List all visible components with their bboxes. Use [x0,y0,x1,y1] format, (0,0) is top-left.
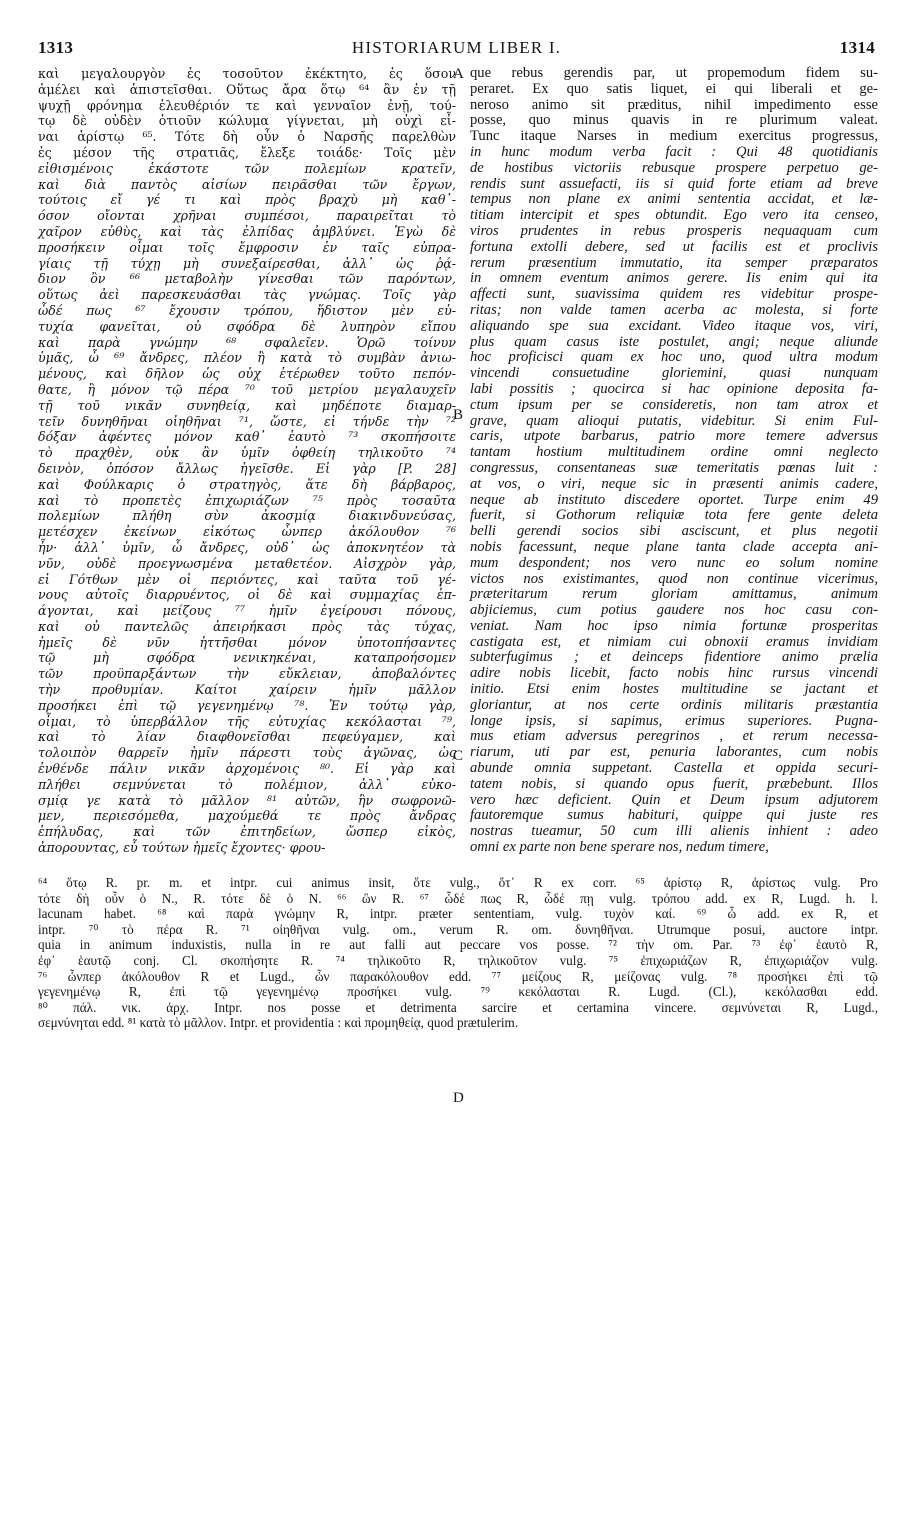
greek-text-line: καὶ διὰ παντὸς αἰσίων πειρᾶσθαι τῶν ἔργων, [38,176,456,192]
latin-text-line: affecti sunt, suavissima quidem res videbitur prospe- [470,286,878,303]
latin-text-line: viros prudentes in rebus prosperis nequaquam cum [470,222,878,239]
greek-text-line: ἦν· ἀλλ᾽ ὑμῖν, ὦ ἄνδρες, οὐδ᾽ ὡς ἀποκνητέον τὰ [38,539,456,555]
latin-text-line: in hunc modum verba facit : Qui 48 quotidianis [470,143,878,160]
greek-text-line: θατε, ἢ μόνον τῷ πέρα ⁷⁰ τοῦ μετρίου μεγαλαυχεῖν [38,381,456,397]
section-marker-c: C [453,748,464,764]
greek-text-line: καὶ Φούλκαρις ὁ στρατηγὸς, ἅτε δὴ βάρβαρος, [38,476,456,492]
footnote-line: τότε δὴ οὖν ὁ N., R. τότε δὲ ὁ N. ⁶⁶ ὢν R. ⁶⁷ ὧδέ πως R, ὧδέ πῃ vulg. τρόπου add. ex R, Lugd. h. l. [38,890,878,906]
latin-text-line: que rebus gerendis par, ut propemodum fidem su- [470,65,878,81]
greek-text-line: τυχία φανεῖται, οὐ σφόδρα δὲ λυπηρὸν εἴπου [38,318,456,334]
greek-text-line: ναι ἀρίστῳ ⁶⁵. Τότε δὴ οὖν ὁ Ναρσῆς παρελθὼν [38,129,456,145]
greek-text-line: ὧδέ πως ⁶⁷ ἔχουσιν τρόπου, ἥδιστον μὲν εὐ- [38,302,456,318]
greek-text-line: οἶμαι, τὸ ὑπερβάλλον τῆς εὐτυχίας κεκόλασται ⁷⁹, [38,713,456,729]
latin-text-line: subterfugimus ; et deinceps fidentiore animo prælia [470,649,878,666]
greek-text-line: τούτοις εἴ γέ τι καὶ πρὸς βραχὺ μὴ καθ᾽- [38,192,456,208]
latin-text-line: gloriantur, at nos certe ordinis militaris præstantia [470,696,878,713]
latin-text-line: tantam hostium multitudinem ordine omni neglecto [470,444,878,461]
latin-text-line: nostras tueamur, 50 cum illi alienis inhient : adeo [470,823,878,840]
greek-text-line: τῳ δὲ οὐδὲν ὁτιοῦν κώλυμα γίγνεται, μὴ οὐχὶ εἶ- [38,113,456,129]
greek-text-line: προσήκειν οἶμαι τοῖς ἔμφροσιν ἐν ταῖς εὐπρα- [38,239,456,255]
latin-text-line: riarum, uti par est, penuria laborantes, cum nobis [470,744,878,761]
section-marker-a: A [453,66,464,82]
running-header [38,38,875,60]
greek-text-line: τῇ τοῦ νικᾶν συνηθείᾳ, καὶ μηδέποτε διαμαρ- [38,397,456,413]
greek-text-line: καὶ τὸ προπετὲς ἐπιχωριάζων ⁷⁵ πρὸς τοσαῦτα [38,492,456,508]
running-title: HISTORIARUM LIBER I. [351,38,562,57]
greek-text-line: μεν, περιεσόμεθα, μαχούμεθά τε πρὸς ἄνδρας [38,808,456,824]
greek-lines [38,66,456,856]
greek-text-line: μετέσχεν ἐκείνων εἰκότως ὧνπερ ἀκόλουθον ⁷⁶ [38,524,456,540]
footnote-line: quia in animum induxistis, nulla in re aut falli aut peccare vos posse. ⁷² τὴν om. Par. ⁷³ ἐφ᾽ ἑαυτὸ R, [38,937,878,953]
greek-text-line: πλήθει σεμνύνεται τὸ πολέμιον, ἀλλ᾽ εὐκο- [38,776,456,792]
left-page-number: 1313 [38,38,74,57]
latin-text-line: nobis facessunt, neque plane tanta clade accepta ani- [470,538,878,555]
greek-text-line: πολεμίων πλήθη σὺν ἀκοσμίᾳ διακινδυνεύσας, [38,508,456,524]
greek-text-column [38,66,456,856]
greek-text-line: ἐνθένδε πάλιν νικᾶν ἀρχομένοις ⁸⁰. Εἰ γὰρ καὶ [38,761,456,777]
latin-lines [470,66,878,856]
latin-text-line: at vos, o viri, neque sic in præsenti animis cadere, [470,475,878,492]
latin-text-line: Tunc itaque Narses in medium exercitus progressus, [470,128,878,145]
latin-text-line: labi possitis ; quocirca si hac opinione deposita fa- [470,380,878,397]
greek-text-line: καὶ παρὰ γνώμην ⁶⁸ σφαλεῖεν. Ὁρῶ τοίνυν [38,334,456,350]
greek-text-line: οὕτως ἀεὶ παρεσκευάσθαι τὰς γνώμας. Τοῖς γὰρ [38,287,456,303]
greek-text-line: ἀπορουντας, εὖ τούτων ἡμεῖς ἔχοντες· φρου- [38,840,326,856]
greek-text-line: τεῖν δυνηθῆναι οἰηθῆναι ⁷¹, ὥστε, εἰ τήνδε τὴν ⁷² [38,413,456,429]
latin-text-line: in omnem eventum animos gerere. Iis enim qui ita [470,270,878,287]
greek-text-line: γίαις τῇ τύχῃ μὴ συνεξαίρεσθαι, ἀλλ᾽ ὡς ῥᾴ- [38,255,456,271]
latin-text-line: vero hæc deficient. Quin et Deum ipsum adjutorem [470,791,878,808]
greek-text-line: μένους, καὶ δῆλον ὡς οὐχ ἑτέρωθεν τοῦτο πεπόν- [38,366,456,382]
latin-text-line: peraret. Ex quo satis liquet, ei qui liberali et ge- [470,80,878,97]
latin-text-line: de hostibus victoriis rebusque prospere perpetuo ge- [470,159,878,176]
greek-text-line: όσον οἴονται χρῆναι συμπέσοι, παραιρεῖται τὸ [38,208,456,224]
footnote-line: intpr. ⁷⁰ τὸ πέρα R. ⁷¹ οἰηθῆναι vulg. om., verum R. om. δυνηθῆναι. Utrumque posui, auctore intpr. [38,921,878,937]
latin-text-line: caris, utpote barbarus, patrio more temere adversus [470,428,878,445]
greek-text-line: ψυχῇ φρόνημα ἐλευθέριόν τε καὶ γενναῖον ἐνῇ, τού- [38,97,456,113]
greek-text-line: ἀμέλει καὶ ἀπιστεῖσθαι. Οὕτως ἄρα ὅτῳ ⁶⁴ ἂν ἐν τῇ [38,81,456,97]
footnote-line: ἐφ᾽ ἑαυτῷ conj. Cl. σκοπήσητε R. ⁷⁴ τηλικοῦτο R, τηλικοῦτον vulg. ⁷⁵ ἐπιχωριάζων R, ἐπιχωριάζον vulg. [38,952,878,968]
footnote-line: lacunam habet. ⁶⁸ καὶ παρὰ γνώμην R, intpr. præter sententiam, vulg. τυχὸν καί. ⁶⁹ ὦ add. ex R, et [38,906,878,922]
latin-text-line: abjiciemus, cum potius gaudere nos hoc casu con- [470,602,878,619]
greek-text-line: προσήκει ἐπὶ τῷ γεγενημένῳ ⁷⁸. Ἐν τούτῳ γὰρ, [38,697,456,713]
greek-text-line: εἰθισμένοις ἑκάστοτε τῶν πολεμίων κρατεῖν, [38,160,456,176]
footnote-lines [38,875,878,1031]
greek-text-line: άγονται, καὶ μείζους ⁷⁷ ἡμῖν ἐγείρουσι πόνους, [38,603,456,619]
greek-text-line: τολοιπὸν θαρρεῖν ἡμῖν πάρεστι τοὺς ἀγῶνας, ὡς [38,745,456,761]
latin-text-line: abunde omnia suppetant. Castella et oppida securi- [470,760,878,777]
greek-text-line: καὶ μεγαλουργὸν ἐς τοσοῦτον ἐκέκτητο, ἐς ὅσον [38,66,456,81]
greek-text-line: καὶ οὐ παντελῶς ἀπειρήκασι πρὸς τὰς τύχας, [38,618,456,634]
greek-text-line: ἐς μέσον τῆς στρατιᾶς, ἔλεξε τοιάδε· Τοῖς μὲν [38,144,456,160]
latin-text-line: neroso animo sit præditus, nihil impedimento esse [470,96,878,113]
greek-text-line: τὴν προθυμίαν. Καίτοι χαίρειν ἡμῖν μᾶλλον [38,682,456,698]
latin-text-line: titiam intercipit et spes obtundit. Ego vero ita censeo, [470,207,878,224]
latin-text-line: fautoremque sumus habituri, quippe qui juste res [470,807,878,824]
latin-text-line: ctum ipsum per se consideretis, non tam atrox et [470,396,878,413]
greek-text-line: διον ὂν ⁶⁶ μεταβολὴν γίνεσθαι τῶν παρόντων, [38,271,456,287]
latin-text-line: plus quam casus iste postulet, angi; neque aliunde [470,333,878,350]
greek-text-line: δεινὸν, ὁπόσον ἄλλως ἡγεῖσθε. Εἰ γὰρ [P. 28] [38,460,456,476]
greek-text-line: καὶ τὸ λίαν διαφθονεῖσθαι πεφεύγαμεν, καὶ [38,729,456,745]
latin-text-line: præteritarum rerum gloriam amittamus, animum [470,586,878,603]
latin-text-line: mum despondent; nos vero nunc eo solum nomine [470,554,878,571]
footnote-line: ⁷⁶ ὧνπερ ἀκόλουθον R et Lugd., ὧν παρακόλουθον edd. ⁷⁷ μείζους R, μείζονας vulg. ⁷⁸ προσήκει ἐπὶ τῷ [38,968,878,984]
section-marker-d: D [453,1090,464,1106]
latin-text-line: veniat. Nam hoc ipso nimia fortunæ prosperitas [470,617,878,634]
greek-text-line: νους αὐτοῖς διαρρυέντος, οἱ δὲ καὶ συμμαχίας ἐπ- [38,587,456,603]
latin-text-line: posse, quo minus quavis in re plurimum valeat. [470,112,878,129]
latin-text-line: fuerit, si Gothorum reliquiæ tota fere gente deleta [470,507,878,524]
latin-text-line: longe ipsis, si sapimus, erimus superiores. Pugna- [470,712,878,729]
footnote-line: σεμνύνηται edd. ⁸¹ κατὰ τὸ μᾶλλον. Intpr. et providentia : καὶ προμηθείᾳ, quod prætulerim. [38,1015,519,1031]
greek-text-line: δόξαν ἀφέντες μόνον καθ᾽ ἑαυτὸ ⁷³ σκοπήσοιτε [38,429,456,445]
footnotes [38,875,878,1031]
latin-text-line: belli gerendi socios sibi asciscunt, et plus negotii [470,523,878,540]
latin-text-line: victos nos existimantes, quod non continue vicerimus, [470,570,878,587]
greek-text-line: τῶν προϋπαρξάντων τὴν εὔκλειαν, ἀποβαλόντες [38,666,456,682]
footnote-line: ⁸⁰ πάλ. νικ. ἀρχ. Intpr. nos posse et detrimenta sarcire et certamina vincere. σεμνύνεται R, Lugd., [38,999,878,1015]
latin-text-line: aliquando spe sua excidant. Video itaque vos, viri, [470,317,878,334]
latin-text-line: vincendi consuetudine gloriemini, quasi nunquam [470,365,878,382]
greek-text-line: νῦν, οὐδὲ προεγνωσμένα μεταθετέον. Αἰσχρὸν γὰρ, [38,555,456,571]
latin-text-line: tatem nobis, si quando opus fuerit, præbebunt. Illos [470,775,878,792]
latin-text-line: rendis sunt assuefacti, iis si quid forte etiam ad breve [470,175,878,192]
latin-text-line: fortuna extolli debere, sed ut facilis est et proclivis [470,238,878,255]
latin-text-line: neque ab instituto discedere oportet. Turpe enim 49 [470,491,878,508]
greek-text-line: ὑμᾶς, ὦ ⁶⁹ ἄνδρες, πλέον ἢ κατὰ τὸ συμβὰν ἀνιω- [38,350,456,366]
greek-text-line: τὸ πραχθὲν, οὐκ ἂν ὑμῖν ὀφθείη τηλικοῦτο ⁷⁴ [38,445,456,461]
latin-text-line: ritas; non valde tamen acerba ac molesta, si forte [470,301,878,318]
greek-text-line: εἰ Γότθων μὲν οἱ περιόντες, καὶ ταῦτα τοῦ γέ- [38,571,456,587]
latin-text-line: adire nobis licebit, facto nobis hinc rursus vincendi [470,665,878,682]
latin-text-column [470,66,878,856]
greek-text-line: τῷ μὴ σφόδρα νενικηκέναι, καταπροήσομεν [38,650,456,666]
greek-text-line: χαῖρον εὐθὺς, καὶ τὰς ἐλπίδας ἀμβλύνει. Ἐγὼ δὲ [38,223,456,239]
latin-text-line: hoc proficisci quam ex hoc uno, quod ultra modum [470,349,878,366]
latin-text-line: congressus, consentaneas suæ temeritatis pœnas luit : [470,459,878,476]
right-page-number: 1314 [839,38,875,57]
latin-text-line: initio. Etsi enim hostes multitudine se jactant et [470,681,878,698]
latin-text-line: castigata est, et nimiam cui obnoxii eramus invidiam [470,633,878,650]
latin-text-line: omni ex parte non bene sperare nos, nedum timere, [470,839,769,856]
latin-text-line: rerum præsentium immutatio, ita semper præparatos [470,254,878,271]
footnote-line: ⁶⁴ ὅτῳ R. pr. m. et intpr. cui animus insit, ὅτε vulg., ὅτ᾽ R ex corr. ⁶⁵ ἀρίστῳ R, ἀρίστως vulg. Pro [38,875,878,890]
footnote-line: γεγενημένῳ R, ἐπὶ τῷ γεγενημένῳ προσήκει vulg. ⁷⁹ κεκόλασται R. Lugd. (Cl.), κεκόλασθαι edd. [38,984,878,1000]
greek-text-line: σμίᾳ γε κατὰ τὸ μᾶλλον ⁸¹ αὐτῶν, ἢν σωφρονῶ- [38,792,456,808]
latin-text-line: tempus non plane ex animi sententia accidat, et læ- [470,191,878,208]
latin-text-line: grave, quam alioqui putatis, videbitur. Si enim Ful- [470,412,878,429]
latin-text-line: mus etiam adversus peregrinos , et rerum necessa- [470,728,878,745]
greek-text-line: ἐπήλυδας, καὶ τῶν ἐπιτηδείων, ὥσπερ εἰκὸς, [38,824,456,840]
section-marker-b: B [453,407,464,423]
greek-text-line: ἡμεῖς δὲ νῦν ἡττῆσθαι μόνον ὑποτοπήσαντες [38,634,456,650]
